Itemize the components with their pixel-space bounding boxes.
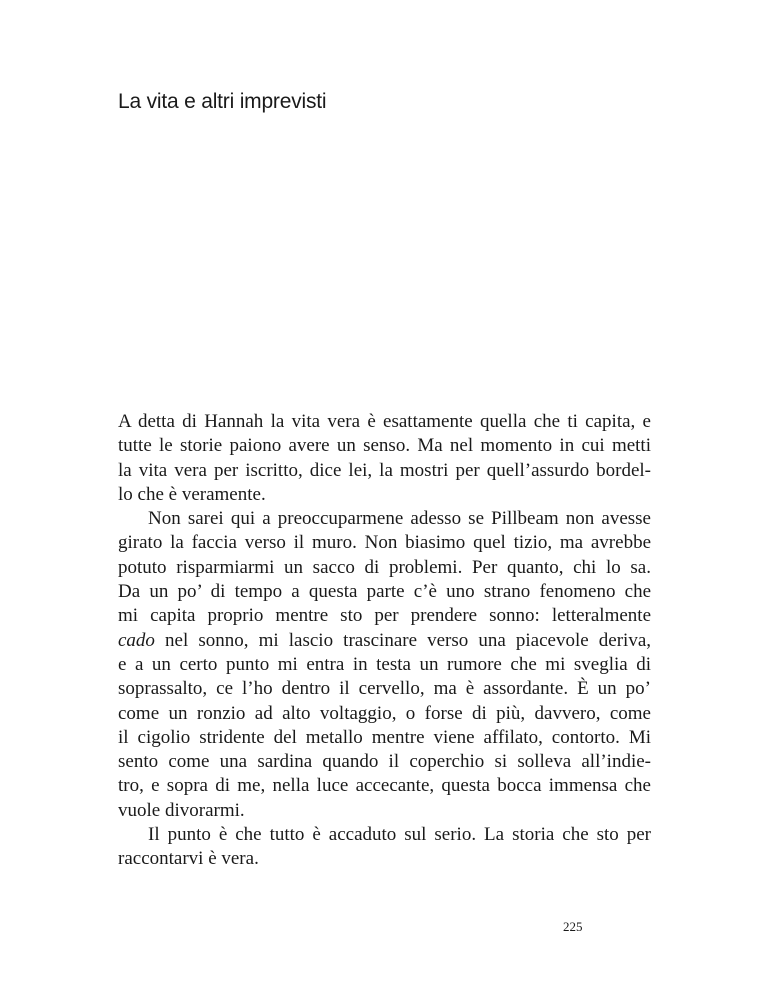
body-text bbox=[118, 410, 651, 872]
text-line: girato la faccia verso il muro. Non biasimo quel tizio, ma avrebbe bbox=[118, 532, 651, 554]
text-line: A detta di Hannah la vita vera è esattamente quella che ti capita, e bbox=[118, 411, 651, 432]
italic-word: cado bbox=[118, 629, 155, 651]
text-line: soprassalto, ce l’ho dentro il cervello, ma è assordante. È un po’ bbox=[118, 678, 651, 700]
text-line: sento come una sardina quando il coperchio si solleva all’indie- bbox=[118, 751, 651, 773]
text-line: tutte le storie paiono avere un senso. Ma nel momento in cui metti bbox=[118, 435, 651, 457]
text-line: tro, e sopra di me, nella luce accecante, questa bocca immensa che bbox=[118, 775, 651, 797]
text-line: la vita vera per iscritto, dice lei, la mostri per quell’assurdo bordel- bbox=[118, 459, 651, 481]
paragraph-3 bbox=[118, 823, 651, 872]
text-line: come un ronzio ad alto voltaggio, o forse di più, davvero, come bbox=[118, 702, 651, 724]
text-line: il cigolio stridente del metallo mentre viene affilato, contorto. Mi bbox=[118, 726, 651, 748]
text-line: lo che è veramente. bbox=[118, 483, 266, 505]
page-number: 225 bbox=[563, 919, 583, 934]
text-line: e a un certo punto mi entra in testa un rumore che mi sveglia di bbox=[118, 653, 651, 675]
paragraph-2 bbox=[118, 507, 651, 823]
text-line: Non sarei qui a preoccuparmene adesso se Pillbeam non avesse bbox=[148, 508, 651, 530]
text-line: Da un po’ di tempo a questa parte c’è uno strano fenomeno che bbox=[118, 581, 651, 603]
text-line: raccontarvi è vera. bbox=[118, 848, 259, 870]
paragraph-1 bbox=[118, 410, 651, 507]
text-line: mi capita proprio mentre sto per prendere sonno: letteralmente bbox=[118, 605, 651, 627]
running-header-title: La vita e altri imprevisti bbox=[118, 90, 327, 113]
text-line-with-italic bbox=[118, 629, 651, 653]
text-line: potuto risparmiarmi un sacco di problemi. Per quanto, chi lo sa. bbox=[118, 556, 651, 578]
text-line: Il punto è che tutto è accaduto sul serio. La storia che sto per bbox=[148, 824, 651, 846]
text-line: vuole divorarmi. bbox=[118, 799, 245, 821]
text-line-rest: nel sonno, mi lascio trascinare verso una piacevole deriva, bbox=[165, 629, 652, 651]
